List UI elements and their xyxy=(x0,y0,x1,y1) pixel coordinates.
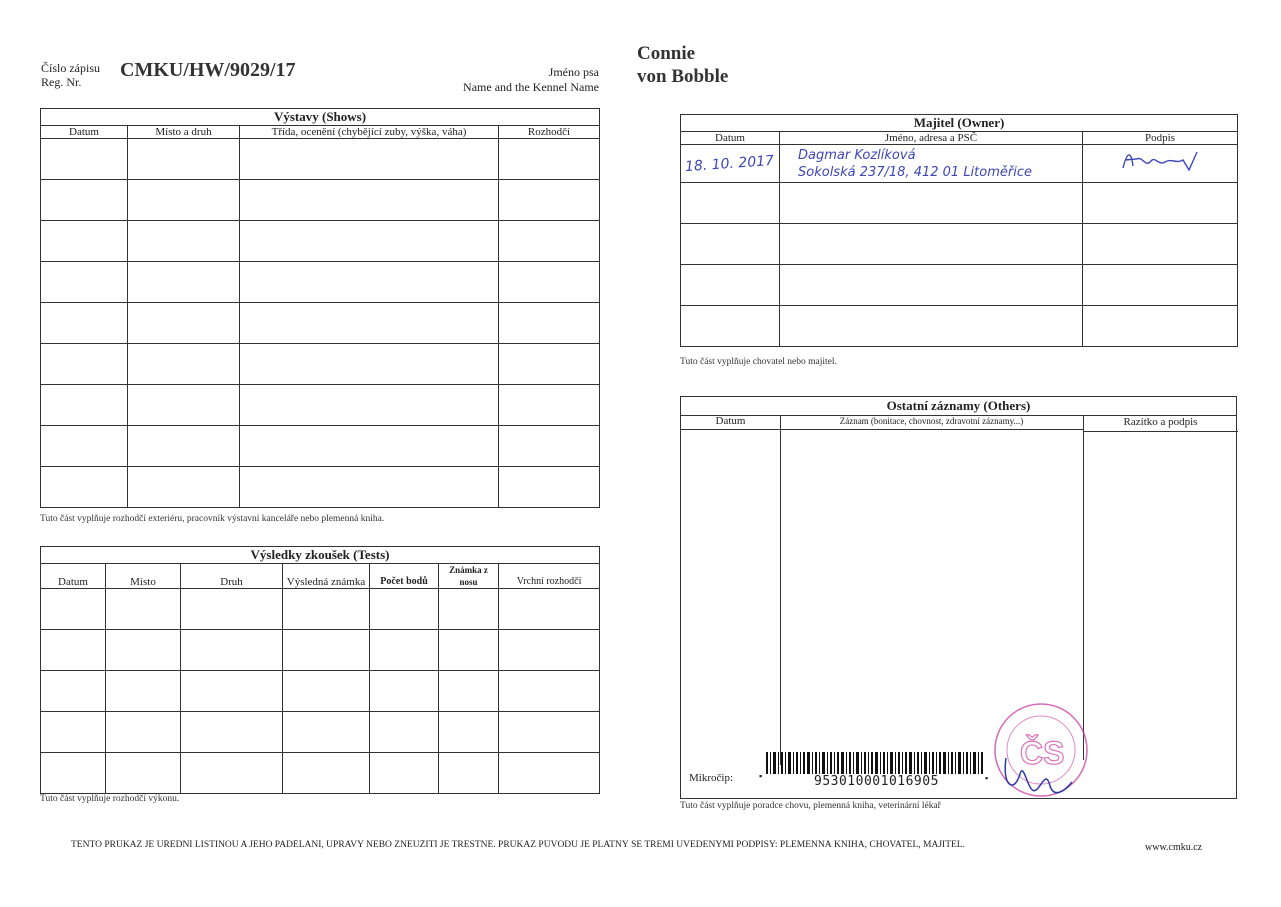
tests-title: Výsledky zkoušek (Tests) xyxy=(41,547,600,564)
tests-col-type: Druh xyxy=(181,564,283,589)
tests-table xyxy=(40,546,600,794)
reg-number: CMKU/HW/9029/17 xyxy=(120,59,296,81)
table-row xyxy=(681,306,1238,347)
table-row xyxy=(41,753,600,794)
table-row xyxy=(41,630,600,671)
owner-col-date: Datum xyxy=(681,132,780,145)
others-note: Tuto část vyplňuje poradce chovu, plemenná kniha, veterinární lékař xyxy=(680,801,941,811)
dog-name-line2: von Bobble xyxy=(637,66,729,87)
table-row xyxy=(681,265,1238,306)
owner-title: Majitel (Owner) xyxy=(681,115,1238,132)
tests-col-points: Počet bodů xyxy=(370,564,439,589)
others-header-divider xyxy=(681,429,780,430)
shows-col-date: Datum xyxy=(41,126,128,139)
owner-note: Tuto část vyplňuje chovatel nebo majitel. xyxy=(680,357,837,367)
table-row xyxy=(41,712,600,753)
name-label xyxy=(463,65,599,95)
shows-col-class: Třída, ocenění (chybějící zuby, výška, váha) xyxy=(240,126,499,139)
table-row xyxy=(41,344,600,385)
table-row xyxy=(41,221,600,262)
tests-col-result: Výsledná známka xyxy=(283,564,370,589)
shows-col-place: Místo a druh xyxy=(128,126,240,139)
shows-note: Tuto část vyplňuje rozhodčí exteriéru, pracovník výstavní kanceláře nebo plemenná kniha. xyxy=(40,514,385,524)
reg-label-cz: Číslo zápisu xyxy=(41,61,100,75)
barcode-icon xyxy=(766,752,984,774)
table-row xyxy=(41,589,600,630)
stamp-icon xyxy=(984,700,1096,804)
tests-col-nose: Známka z nosu xyxy=(439,564,499,589)
tests-col-place: Místo xyxy=(106,564,181,589)
table-row xyxy=(41,262,600,303)
others-header-divider xyxy=(780,429,1083,430)
table-row xyxy=(41,139,600,180)
owner-signature-icon xyxy=(1115,146,1205,176)
bullet-icon: ▪ xyxy=(985,773,989,783)
tests-col-date: Datum xyxy=(41,564,106,589)
table-row xyxy=(681,145,1238,183)
owner-entry-address: Sokolská 237/18, 412 01 Litoměřice xyxy=(798,164,1032,180)
table-row xyxy=(41,467,600,508)
others-col-divider xyxy=(780,415,781,765)
tests-note: Tuto část vyplňuje rozhodčí výkonu. xyxy=(40,794,180,804)
footer-legal: TENTO PRŮKAZ JE ÚŘEDNÍ LISTINOU A JEHO PADĚLÁNÍ, ÚPRAVY NEBO ZNEUŽITÍ JE TRESTNÉ. PRŮKAZ PŮVODU JE PLATNÝ SE TŘEMI UVEDENÝMI PODPISY: PLEMENNÁ KNIHA, CHOVATEL, MAJITEL. xyxy=(71,840,965,850)
others-table xyxy=(680,396,1237,799)
table-row xyxy=(41,426,600,467)
table-row xyxy=(41,303,600,344)
table-row xyxy=(681,224,1238,265)
stamp-text: ČS xyxy=(1020,735,1065,771)
reg-label-en: Reg. Nr. xyxy=(41,75,82,89)
owner-table xyxy=(680,114,1238,347)
microchip-number: 953010001016905 xyxy=(814,774,939,789)
reg-label xyxy=(41,61,100,89)
name-label-cz: Jméno psa xyxy=(548,65,599,79)
shows-title: Výstavy (Shows) xyxy=(41,109,600,126)
table-row xyxy=(41,671,600,712)
name-label-en: Name and the Kennel Name xyxy=(463,80,599,94)
table-row xyxy=(681,183,1238,224)
shows-col-judge: Rozhodčí xyxy=(499,126,600,139)
others-col-stamp: Razítko a podpis xyxy=(1123,416,1198,428)
bullet-icon: ▪ xyxy=(759,771,763,781)
owner-col-name: Jméno, adresa a PSČ xyxy=(780,132,1083,145)
tests-col-head-judge: Vrchní rozhodčí xyxy=(499,564,600,589)
dog-name xyxy=(637,42,728,88)
table-row xyxy=(41,385,600,426)
footer-url[interactable]: www.cmku.cz xyxy=(1145,842,1203,853)
others-col-date: Datum xyxy=(715,415,746,427)
shows-table xyxy=(40,108,600,508)
owner-entry-date: 18. 10. 2017 xyxy=(685,152,775,175)
others-title: Ostatní záznamy (Others) xyxy=(681,397,1236,416)
others-col-record: Záznam (bonitace, chovnost, zdravotní záznamy...) xyxy=(839,416,1024,426)
dog-name-line1: Connie xyxy=(637,43,696,64)
others-header-divider xyxy=(1083,431,1238,432)
owner-entry-name: Dagmar Kozlíková xyxy=(798,147,916,163)
microchip-label: Mikročip: xyxy=(689,772,733,784)
table-row xyxy=(41,180,600,221)
owner-col-signature: Podpis xyxy=(1083,132,1238,145)
